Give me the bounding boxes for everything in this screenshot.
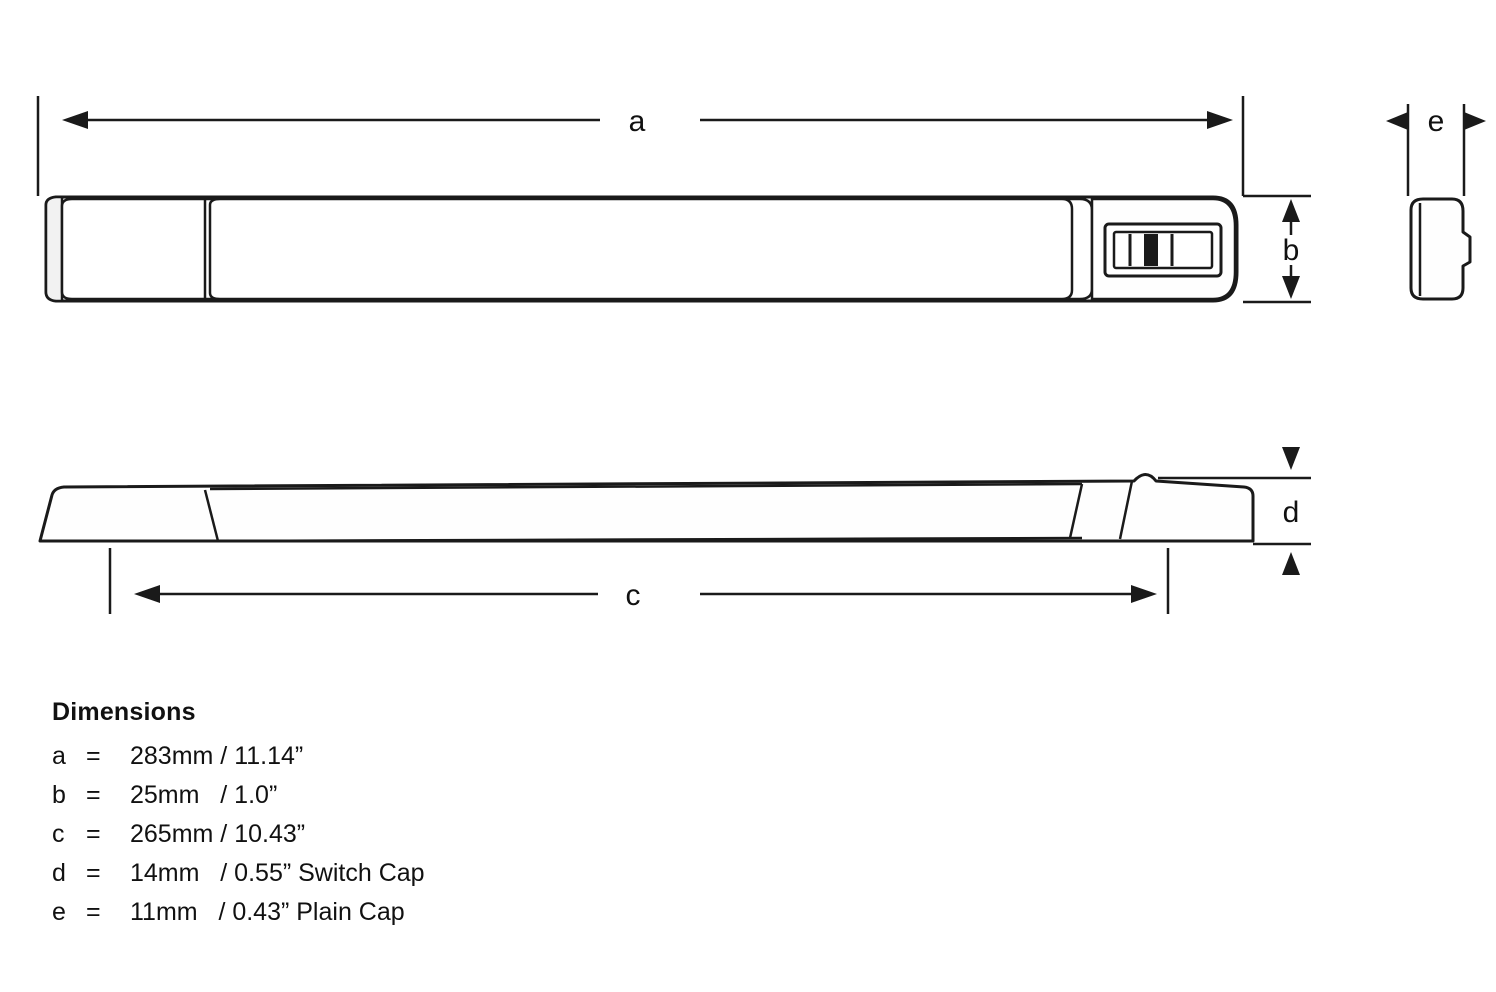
- end-cap-left: [46, 197, 62, 301]
- legend-equals: =: [86, 859, 101, 887]
- rocker-switch-marker: [1144, 234, 1158, 266]
- dim-label-d: d: [1282, 496, 1300, 529]
- dim-label-e: e: [1427, 105, 1445, 138]
- arrowhead-c-right: [1131, 585, 1157, 603]
- arrowhead-d-bottom: [1282, 552, 1300, 575]
- end-view: [1386, 104, 1486, 299]
- arrowhead-c-left: [134, 585, 160, 603]
- legend-equals: =: [86, 820, 101, 848]
- legend-key: b: [52, 781, 66, 809]
- legend-row: [52, 815, 752, 854]
- legend-key: d: [52, 859, 66, 887]
- dim-label-b: b: [1282, 234, 1300, 267]
- arrowhead-a-right: [1207, 111, 1233, 129]
- legend-title: Dimensions: [52, 698, 196, 726]
- legend-value: 283mm / 11.14”: [130, 742, 304, 770]
- arrowhead-b-top: [1282, 199, 1300, 222]
- legend-row: [52, 776, 752, 815]
- legend-value: 14mm / 0.55” Switch Cap: [130, 859, 425, 887]
- dim-label-c: c: [625, 579, 641, 612]
- legend-key: c: [52, 820, 65, 848]
- arrowhead-e-right: [1464, 112, 1486, 130]
- arrowhead-d-top: [1282, 447, 1300, 470]
- arrowhead-a-left: [62, 111, 88, 129]
- dim-label-a: a: [628, 105, 646, 138]
- lens-inner: [210, 199, 1072, 299]
- legend-equals: =: [86, 898, 101, 926]
- front-view: [38, 96, 1311, 302]
- legend-row: [52, 737, 752, 776]
- legend-value: 11mm / 0.43” Plain Cap: [130, 898, 405, 926]
- side-profile-view: [40, 447, 1311, 614]
- legend-equals: =: [86, 781, 101, 809]
- arrowhead-e-left: [1386, 112, 1408, 130]
- legend-equals: =: [86, 742, 101, 770]
- legend-key: a: [52, 742, 66, 770]
- arrowhead-b-bottom: [1282, 276, 1300, 299]
- legend-value: 25mm / 1.0”: [130, 781, 278, 809]
- legend-row: [52, 893, 752, 932]
- legend-value: 265mm / 10.43”: [130, 820, 306, 848]
- dimensions-legend: [52, 698, 752, 932]
- legend-key: e: [52, 898, 66, 926]
- legend-row: [52, 854, 752, 893]
